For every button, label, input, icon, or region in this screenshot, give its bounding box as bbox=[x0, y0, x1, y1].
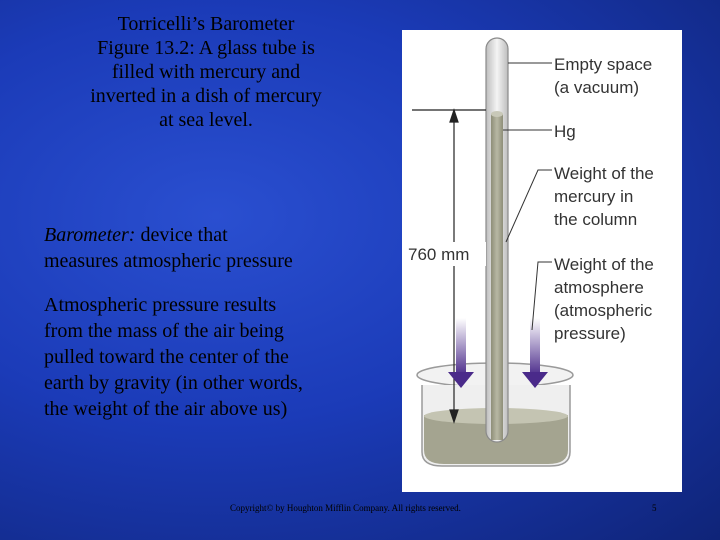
barometer-definition bbox=[44, 222, 384, 274]
paragraph-line: from the mass of the air being bbox=[44, 320, 284, 342]
paragraph-line: pulled toward the center of the bbox=[44, 346, 289, 368]
title-line: filled with mercury and bbox=[111, 61, 301, 83]
mercury-column bbox=[491, 114, 503, 440]
leader-lines bbox=[503, 63, 552, 330]
barometer-figure bbox=[402, 30, 682, 492]
barometer-diagram bbox=[402, 30, 682, 492]
title-line: Torricelli’s Barometer bbox=[117, 13, 295, 35]
definition-term: Barometer: bbox=[44, 224, 136, 246]
atmosphere-weight-callout: Weight of the atmosphere (atmospheric pressure) bbox=[554, 255, 654, 343]
column-weight-callout: Weight of the mercury in the column bbox=[554, 164, 654, 229]
copyright-footer: Copyright© by Houghton Mifflin Company. All rights reserved. bbox=[230, 503, 461, 513]
slide-title bbox=[40, 12, 372, 132]
paragraph-line: earth by gravity (in other words, bbox=[44, 372, 303, 394]
definition-line-1 bbox=[44, 222, 384, 248]
definition-text: device that bbox=[135, 224, 228, 246]
hg-callout: Hg bbox=[554, 122, 576, 141]
paragraph-line: Atmospheric pressure results bbox=[44, 294, 277, 316]
glass-tube bbox=[486, 38, 508, 442]
vacuum-callout: Empty space (a vacuum) bbox=[554, 55, 653, 97]
title-line: at sea level. bbox=[159, 109, 253, 131]
paragraph-line: the weight of the air above us) bbox=[44, 398, 288, 420]
atmospheric-pressure-paragraph bbox=[44, 292, 384, 422]
definition-line-2: measures atmospheric pressure bbox=[44, 250, 293, 272]
title-line: Figure 13.2: A glass tube is bbox=[97, 37, 315, 59]
page-number: 5 bbox=[652, 503, 657, 513]
height-label: 760 mm bbox=[408, 245, 470, 264]
title-line: inverted in a dish of mercury bbox=[90, 85, 322, 107]
